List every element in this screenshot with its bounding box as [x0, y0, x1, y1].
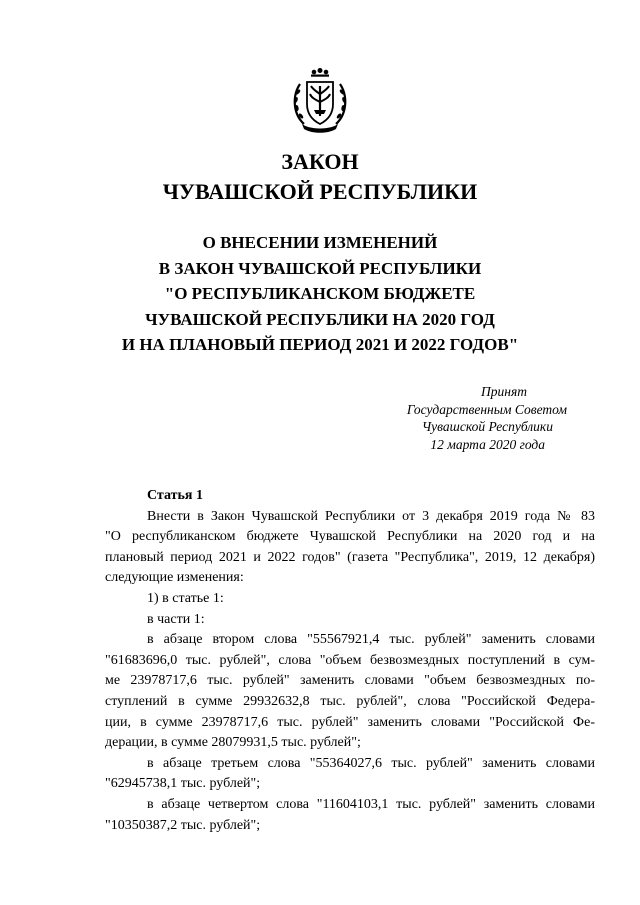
article-heading: Статья 1: [147, 488, 203, 503]
article-line: в части 1:: [147, 611, 205, 627]
subtitle-line: И НА ПЛАНОВЫЙ ПЕРИОД 2021 И 2022 ГОДОВ": [121, 335, 519, 354]
article-line: дерации, в сумме 28079931,5 тыс. рублей";: [105, 735, 361, 751]
coat-of-arms-emblem: [290, 66, 350, 136]
article-line: ступлений в сумме 29932632,8 тыс. рублей", слова "Российской Федера-: [105, 693, 595, 709]
republic-title: ЧУВАШСКОЙ РЕСПУБЛИКИ: [162, 179, 478, 204]
adoption-line: Чувашской Республики: [421, 419, 553, 434]
article-line: в абзаце третьем слова "55364027,6 тыс. рублей" заменить словами: [147, 755, 595, 771]
adoption-line: Принят: [481, 384, 527, 399]
article-line: ме 23978717,6 тыс. рублей" заменить словами "объем безвозмездных по-: [105, 673, 595, 689]
article-line: следующие изменения:: [105, 570, 244, 586]
article-line: "61683696,0 тыс. рублей", слова "объем безвозмездных поступлений в сум-: [105, 652, 595, 668]
article-body: [105, 486, 595, 836]
subtitle-line: ЧУВАШСКОЙ РЕСПУБЛИКИ НА 2020 ГОД: [145, 309, 495, 329]
article-line: в абзаце четвертом слова "11604103,1 тыс. рублей" заменить словами: [147, 796, 595, 812]
adoption-line: 12 марта 2020 года: [430, 436, 545, 452]
law-title: ЗАКОН: [281, 149, 359, 174]
article-line: в абзаце втором слова "55567921,4 тыс. рублей" заменить словами: [147, 632, 595, 648]
article-line: ции, в сумме 23978717,6 тыс. рублей" заменить словами "Российской Фе-: [105, 714, 595, 730]
subtitle-line: О ВНЕСЕНИИ ИЗМЕНЕНИЙ: [202, 233, 438, 252]
law-subtitle: [0, 230, 640, 358]
adoption-line: Государственным Советом: [406, 401, 567, 417]
article-line: плановый период 2021 и 2022 годов" (газета "Республика", 2019, 12 декабря): [105, 549, 595, 565]
article-line: Внести в Закон Чувашской Республики от 3 декабря 2019 года № 83: [147, 508, 595, 524]
article-line: "10350387,2 тыс. рублей";: [105, 817, 261, 833]
adoption-note: [367, 383, 567, 453]
article-line: "О республиканском бюджете Чувашской Республики на 2020 год и на: [105, 529, 595, 545]
article-line: "62945738,1 тыс. рублей";: [105, 776, 261, 792]
subtitle-line: "О РЕСПУБЛИКАНСКОМ БЮДЖЕТЕ: [164, 284, 476, 303]
article-line: 1) в статье 1:: [147, 590, 224, 606]
subtitle-line: В ЗАКОН ЧУВАШСКОЙ РЕСПУБЛИКИ: [158, 258, 482, 278]
